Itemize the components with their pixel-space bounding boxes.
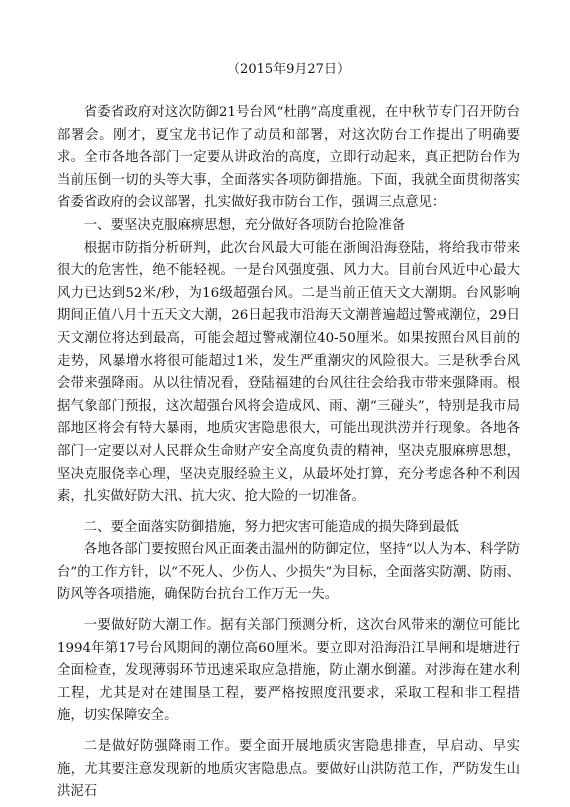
paragraph-gap: [57, 607, 520, 615]
document-date: （2015年9月27日）: [227, 62, 350, 77]
paragraph-intro: 省委省政府对这次防御21号台风“杜鹃”高度重视，在中秋节专门召开防台部署会。刚才，夏宝龙书记作了动员和部署，对这次防台工作提出了明确要求。全市各地各部门一定要从讲政治的高度，立即行动起来，真正把防台作为当前压倒一切的头等大事，全面落实各项防御措施。下面，我就全面贯彻落实省委省政府的会议部署，扎实做好我市防台工作，强调三点意见：: [57, 105, 520, 211]
paragraph-rain-defense: 二是做好防强降雨工作。要全面开展地质灾害隐患排查，早启动、早实施，尤其要注意发现新的地质灾害隐患点。要做好山洪防范工作，严防发生山洪泥石: [57, 739, 520, 800]
paragraph-gap: [57, 728, 520, 736]
paragraph-gap: [57, 509, 520, 517]
paragraph-defense-policy: 各地各部门要按照台风正面袭击温州的防御定位，坚持“以人为本、科学防台”的工作方针，以“不死人、少伤人、少损失”为目标，全面落实防潮、防雨、防风等各项措施，确保防台抗台工作万无一失。: [57, 542, 520, 603]
paragraph-risk-analysis: 根据市防指分析研判，此次台风最大可能在浙闽沿海登陆，将给我市带来很大的危害性，绝不能轻视。一是台风强度强、风力大。目前台风近中心最大风力已达到52米/秒，为16级超强台风。二是当前正值天文大潮期。台风影响期间正值八月十五天文大潮，26日起我市沿海天文潮普遍超过警戒潮位，29日天文潮位将达到最高，可能会超过警戒潮位40-50厘米。如果按照台风目前的走势，风暴增水将很可能超过1米，发生严重潮灾的风险很大。三是秋季台风会带来强降雨。从以往情况看，登陆福建的台风往往会给我市带来强降雨。根据气象部门预报，这次超强台风将会造成风、雨、潮“三碰头”，特别是我市局部地区将会有特大暴雨，地质灾害隐患很大，可能出现洪涝并行现象。各地各部门一定要以对人民群众生命财产安全高度负责的精神，坚决克服麻痹思想，坚决克服侥幸心理，坚决克服经验主义，从最坏处打算，充分考虑各种不利因素，扎实做好防大汛、抗大灾、抢大险的一切准备。: [57, 240, 520, 505]
paragraph-tide-defense: 一要做好防大潮工作。据有关部门预测分析，这次台风带来的潮位可能比1994年第17号台风期间的潮位高60厘米。要立即对沿海沿江旱闸和堤塘进行全面检查，发现薄弱环节迅速采取应急措施，防止潮水倒灌。对涉海在建水利工程，尤其是对在建围垦工程，要严格按照度汛要求，采取工程和非工程措施，切实保障安全。: [57, 618, 520, 724]
section-heading-2: 二、要全面落实防御措施，努力把灾害可能造成的损失降到最低: [83, 519, 459, 535]
section-heading-1: 一、要坚决克服麻痹思想，充分做好各项防台抢险准备: [83, 217, 406, 233]
